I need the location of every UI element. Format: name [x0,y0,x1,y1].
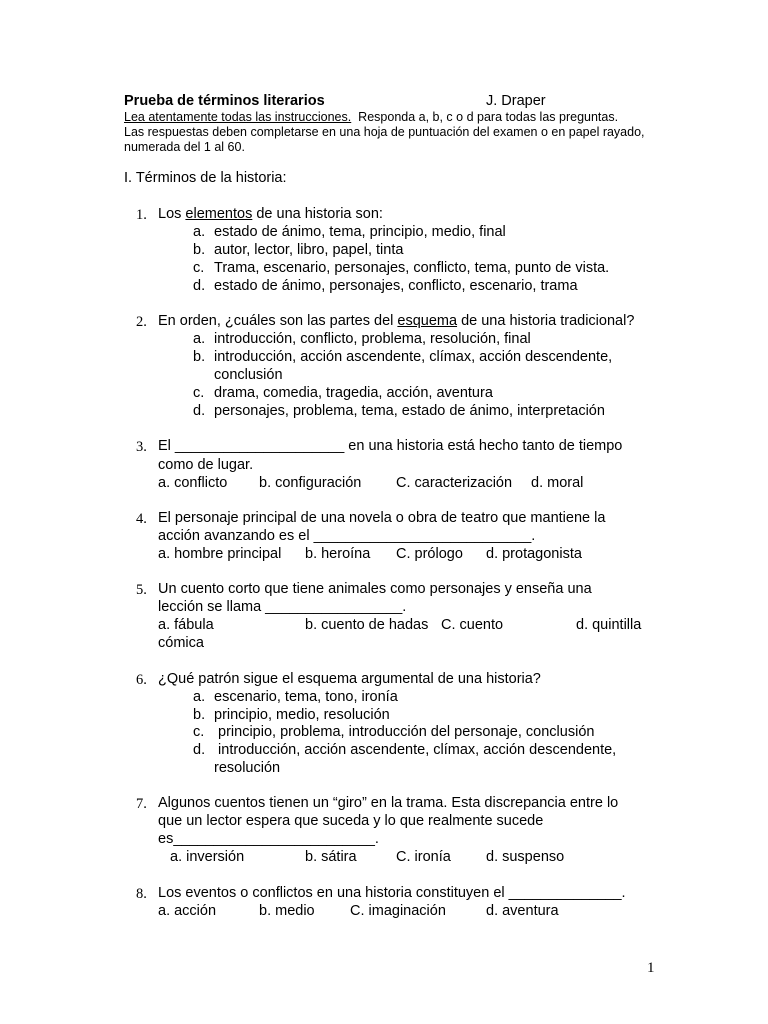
question-text: Un cuento corto que tiene animales como personajes y enseña una [158,581,592,597]
option-letter: d. [193,278,206,294]
answer-choice: C. prólogo [396,546,463,562]
question-text: El personaje principal de una novela o obra de teatro que mantiene la [158,510,606,526]
question-text [158,313,634,329]
option-letter: d. [193,742,206,758]
author-name: J. Draper [486,93,546,109]
option-letter: a. [193,224,206,240]
answer-choice: C. cuento [441,617,504,633]
answer-choice: a. hombre principal [158,546,282,562]
question-text-part: Los [158,206,186,222]
question-text-continued: como de lugar. [158,457,254,473]
option-text: principio, medio, resolución [214,707,390,723]
section-heading: I. Términos de la historia: [124,170,287,186]
option-letter: a. [193,331,206,347]
answer-choice: C. imaginación [350,903,446,919]
question-text-part: En orden, ¿cuáles son las partes del [158,313,398,329]
option-letter: a. [193,689,206,705]
option-text: principio, problema, introducción del personaje, conclusión [214,724,595,740]
answer-choice: b. cuento de hadas [305,617,429,633]
option-letter: c. [193,260,205,276]
question-number: 8. [136,886,147,902]
instructions-line-1 [124,110,618,125]
answer-choice: C. caracterización [396,475,513,491]
question-number: 4. [136,511,147,527]
question-number: 5. [136,582,147,598]
question-number: 2. [136,314,147,330]
answer-choice: b. medio [259,903,315,919]
option-letter: b. [193,349,206,365]
option-letter: c. [193,724,205,740]
option-text: estado de ánimo, personajes, conflicto, escenario, trama [214,278,578,294]
question-text-part: de una historia son: [252,206,383,222]
option-letter: c. [193,385,205,401]
question-text: El _____________________ en una historia está hecho tanto de tiempo [158,438,623,454]
answer-choice: a. conflicto [158,475,228,491]
option-text: introducción, acción ascendente, clímax, acción descendente, [214,742,617,758]
question-text: Algunos cuentos tienen un “giro” en la trama. Esta discrepancia entre lo [158,795,619,811]
answer-choice: d. aventura [486,903,559,919]
answer-choice: d. moral [531,475,584,491]
page-number: 1 [647,960,655,976]
answer-choice: a. inversión [170,849,245,865]
option-text-continued: conclusión [214,367,283,383]
option-text: escenario, tema, tono, ironía [214,689,398,705]
option-letter: b. [193,707,206,723]
question-key-term: esquema [397,313,458,329]
question-number: 6. [136,672,147,688]
question-text [158,206,383,222]
question-text: Los eventos o conflictos en una historia constituyen el ______________. [158,885,626,901]
option-letter: d. [193,403,206,419]
option-text: drama, comedia, tragedia, acción, aventura [214,385,493,401]
option-text: autor, lector, libro, papel, tinta [214,242,404,258]
instructions-line-2: Las respuestas deben completarse en una hoja de puntuación del examen o en papel rayado, [124,125,645,139]
question-text: ¿Qué patrón sigue el esquema argumental de una historia? [158,671,541,687]
instructions-line-3: numerada del 1 al 60. [124,140,245,154]
option-text: estado de ánimo, tema, principio, medio, final [214,224,506,240]
instructions-underlined: Lea atentamente todas las instrucciones. [124,110,352,124]
answer-choice-continued: cómica [158,635,204,651]
document-title: Prueba de términos literarios [124,93,325,109]
question-text-continued: que un lector espera que suceda y lo que realmente sucede [158,813,544,829]
question-text-part: de una historia tradicional? [457,313,635,329]
question-number: 1. [136,207,147,223]
option-text: personajes, problema, tema, estado de ánimo, interpretación [214,403,605,419]
answer-choice: d. suspenso [486,849,565,865]
question-number: 3. [136,439,147,455]
option-text: introducción, conflicto, problema, resolución, final [214,331,531,347]
answer-choice: b. configuración [259,475,362,491]
question-text-continued: acción avanzando es el ___________________________. [158,528,536,544]
answer-choice: C. ironía [396,849,451,865]
answer-choice: d. quintilla [576,617,642,633]
option-text: introducción, acción ascendente, clímax, acción descendente, [214,349,613,365]
answer-choice: a. acción [158,903,217,919]
instructions-rest: Responda a, b, c o d para todas las preguntas. [351,110,619,124]
option-text: Trama, escenario, personajes, conflicto, tema, punto de vista. [214,260,610,276]
question-text-continued: lección se llama _________________. [158,599,407,615]
option-letter: b. [193,242,206,258]
answer-choice: b. sátira [305,849,357,865]
option-text-continued: resolución [214,760,281,776]
answer-choice: b. heroína [305,546,371,562]
answer-choice: d. protagonista [486,546,582,562]
question-key-term: elementos [185,206,253,222]
question-number: 7. [136,796,147,812]
question-text-continued: es_________________________. [158,831,379,847]
answer-choice: a. fábula [158,617,214,633]
